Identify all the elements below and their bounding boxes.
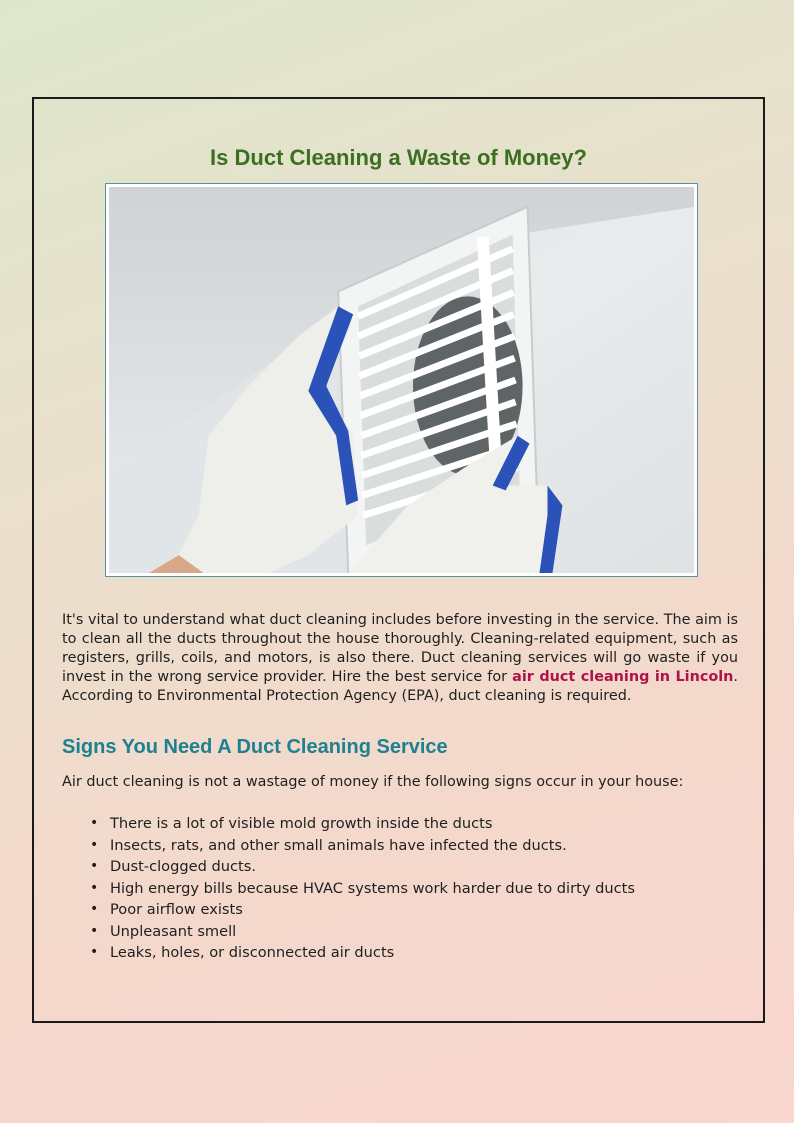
air-duct-cleaning-link[interactable]: air duct cleaning in Lincoln (512, 669, 734, 685)
bullet-icon: • (90, 858, 99, 874)
list-item (62, 813, 635, 835)
intro-text-before-link: It's vital to understand what duct cleaning includes before investing in the service. The aim is to clean all the ducts throughout the house thoroughly. Cleaning-related equipment, such as registers, grills, coils, and motors, is also there. Duct cleaning services will go waste if you invest in the wrong service provider. Hire the best service for (62, 612, 738, 685)
bullet-icon: • (90, 879, 99, 896)
list-item-text: Poor airflow exists (110, 901, 243, 918)
duct-vent-photo (105, 183, 698, 577)
bullet-icon: • (90, 944, 99, 960)
list-item-text: High energy bills because HVAC systems work harder due to dirty ducts (110, 879, 635, 897)
list-item (62, 856, 635, 878)
bullet-icon: • (90, 901, 99, 917)
list-item-text: Insects, rats, and other small animals have infected the ducts. (110, 836, 567, 854)
list-item (62, 921, 635, 943)
bullet-icon: • (90, 922, 99, 939)
list-item-text: Unpleasant smell (110, 922, 237, 940)
section-heading: Signs You Need A Duct Cleaning Service (62, 736, 448, 758)
list-item-text: Dust-clogged ducts. (110, 858, 256, 875)
content-frame (32, 97, 765, 1023)
page-title: Is Duct Cleaning a Waste of Money? (210, 145, 587, 170)
signs-list (62, 813, 635, 964)
list-item (62, 878, 635, 900)
signs-intro: Air duct cleaning is not a wastage of money if the following signs occur in your house: (62, 774, 684, 790)
bullet-icon: • (90, 815, 99, 831)
intro-paragraph (62, 611, 738, 706)
list-item (62, 899, 635, 921)
duct-vent-illustration (109, 187, 694, 573)
list-item-text: Leaks, holes, or disconnected air ducts (110, 944, 395, 961)
list-item (62, 835, 635, 857)
list-item (62, 942, 635, 964)
bullet-icon: • (90, 836, 99, 853)
intro-text-after-link: . According to Environmental Protection Agency (EPA), duct cleaning is required. (62, 669, 738, 704)
list-item-text: There is a lot of visible mold growth inside the ducts (110, 815, 493, 832)
